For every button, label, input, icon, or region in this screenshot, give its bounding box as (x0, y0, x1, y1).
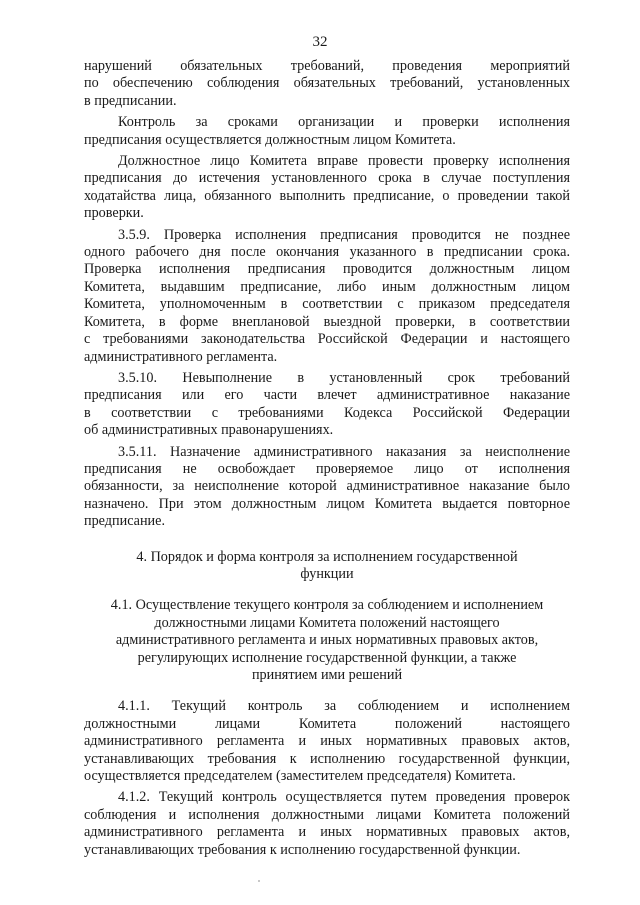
text-line: административного регламента и иных нормативных правовых актов, (84, 733, 570, 750)
text-line: должностными лицами Комитета положений настоящего (84, 715, 570, 732)
paragraph (84, 153, 570, 223)
text-line: по обеспечению соблюдения обязательных требований, установленных (84, 75, 570, 92)
text-line: 3.5.11. Назначение административного наказания за неисполнение (118, 443, 570, 460)
subsection-heading (84, 597, 570, 684)
text-line: Комитета, в форме внеплановой выездной проверки, в соответствии (84, 313, 570, 330)
text-line: соблюдения и исполнения должностными лицами Комитета положений (84, 806, 570, 823)
paragraph (84, 114, 570, 149)
text-line: регулирующих исполнение государственной функции, а также (137, 649, 517, 666)
text-line: принятием ими решений (251, 667, 403, 683)
text-line: предписания или его части влечет административное наказание (84, 387, 570, 404)
text-line: 4. Порядок и форма контроля за исполнением государственной (136, 548, 518, 565)
text-line: Должностное лицо Комитета вправе провести проверку исполнения (118, 153, 570, 170)
text-line: административного регламента и иных нормативных правовых актов, (115, 632, 539, 649)
paragraph (84, 444, 570, 531)
text-line: одного рабочего дня после окончания указанного в предписании срока. (84, 244, 570, 261)
text-line: Проверка исполнения предписания проводится должностным лицом (84, 261, 570, 278)
paragraphs-section-4 (84, 698, 570, 859)
page-number: 32 (312, 34, 328, 50)
text-line: предписания не освобождает проверяемое лицо от исполнения (84, 460, 570, 477)
text-line: административного регламента и иных нормативных правовых актов, (84, 824, 570, 841)
text-line: нарушений обязательных требований, проведения мероприятий (84, 58, 570, 74)
paragraph (84, 58, 570, 110)
text-line: предписание. (84, 513, 165, 530)
text-line: предписания осуществляется должностным лицом Комитета. (84, 131, 456, 148)
text-line: устанавливающих требования к исполнению государственной функции. (84, 841, 521, 858)
text-line: 4.1.2. Текущий контроль осуществляется путем проведения проверок (118, 789, 570, 806)
text-line: должностными лицами Комитета положений настоящего (154, 614, 500, 631)
text-line: ходатайства лица, обязанного выполнить предписание, о проведении такой (84, 187, 570, 204)
text-line: назначено. При этом должностным лицом Комитета выдается повторное (84, 495, 570, 512)
text-line: функции (300, 565, 354, 582)
text-line: Комитета, выдавшим предписание, либо иным должностным лицом (84, 278, 570, 295)
text-line: в предписании. (84, 92, 177, 109)
paragraph (84, 789, 570, 859)
text-line: устанавливающих требования к исполнению государственной функции, (84, 750, 570, 767)
text-line: Контроль за сроками организации и проверки исполнения (118, 114, 570, 131)
paragraphs-section-3 (84, 58, 570, 531)
text-line: в соответствии с требованиями Кодекса Российской Федерации (84, 404, 570, 421)
text-line: обязанности, за неисполнение которой административное наказание было (84, 478, 570, 495)
text-line: осуществляется председателем (заместителем председателя) Комитета. (84, 768, 516, 785)
text-line: 4.1.1. Текущий контроль за соблюдением и исполнением (118, 698, 570, 715)
paragraph (84, 698, 570, 785)
text-line: проверки. (84, 205, 144, 222)
text-line: Комитета, уполномоченным в соответствии с приказом председателя (84, 296, 570, 313)
text-line: 3.5.10. Невыполнение в установленный срок требований (118, 369, 570, 386)
text-line: административного регламента. (84, 348, 278, 365)
text-line: 4.1. Осуществление текущего контроля за соблюдением и исполнением (110, 597, 544, 614)
document-body (84, 58, 570, 863)
section-heading (84, 549, 570, 584)
text-line: предписания до истечения установленного срока в случае поступления (84, 170, 570, 187)
text-line: 3.5.9. Проверка исполнения предписания проводится не позднее (118, 226, 570, 243)
paragraph (84, 370, 570, 440)
scan-speck (258, 880, 260, 882)
text-line: об административных правонарушениях. (84, 422, 334, 439)
text-line: с требованиями законодательства Российской Федерации и настоящего (84, 331, 570, 348)
paragraph (84, 227, 570, 366)
